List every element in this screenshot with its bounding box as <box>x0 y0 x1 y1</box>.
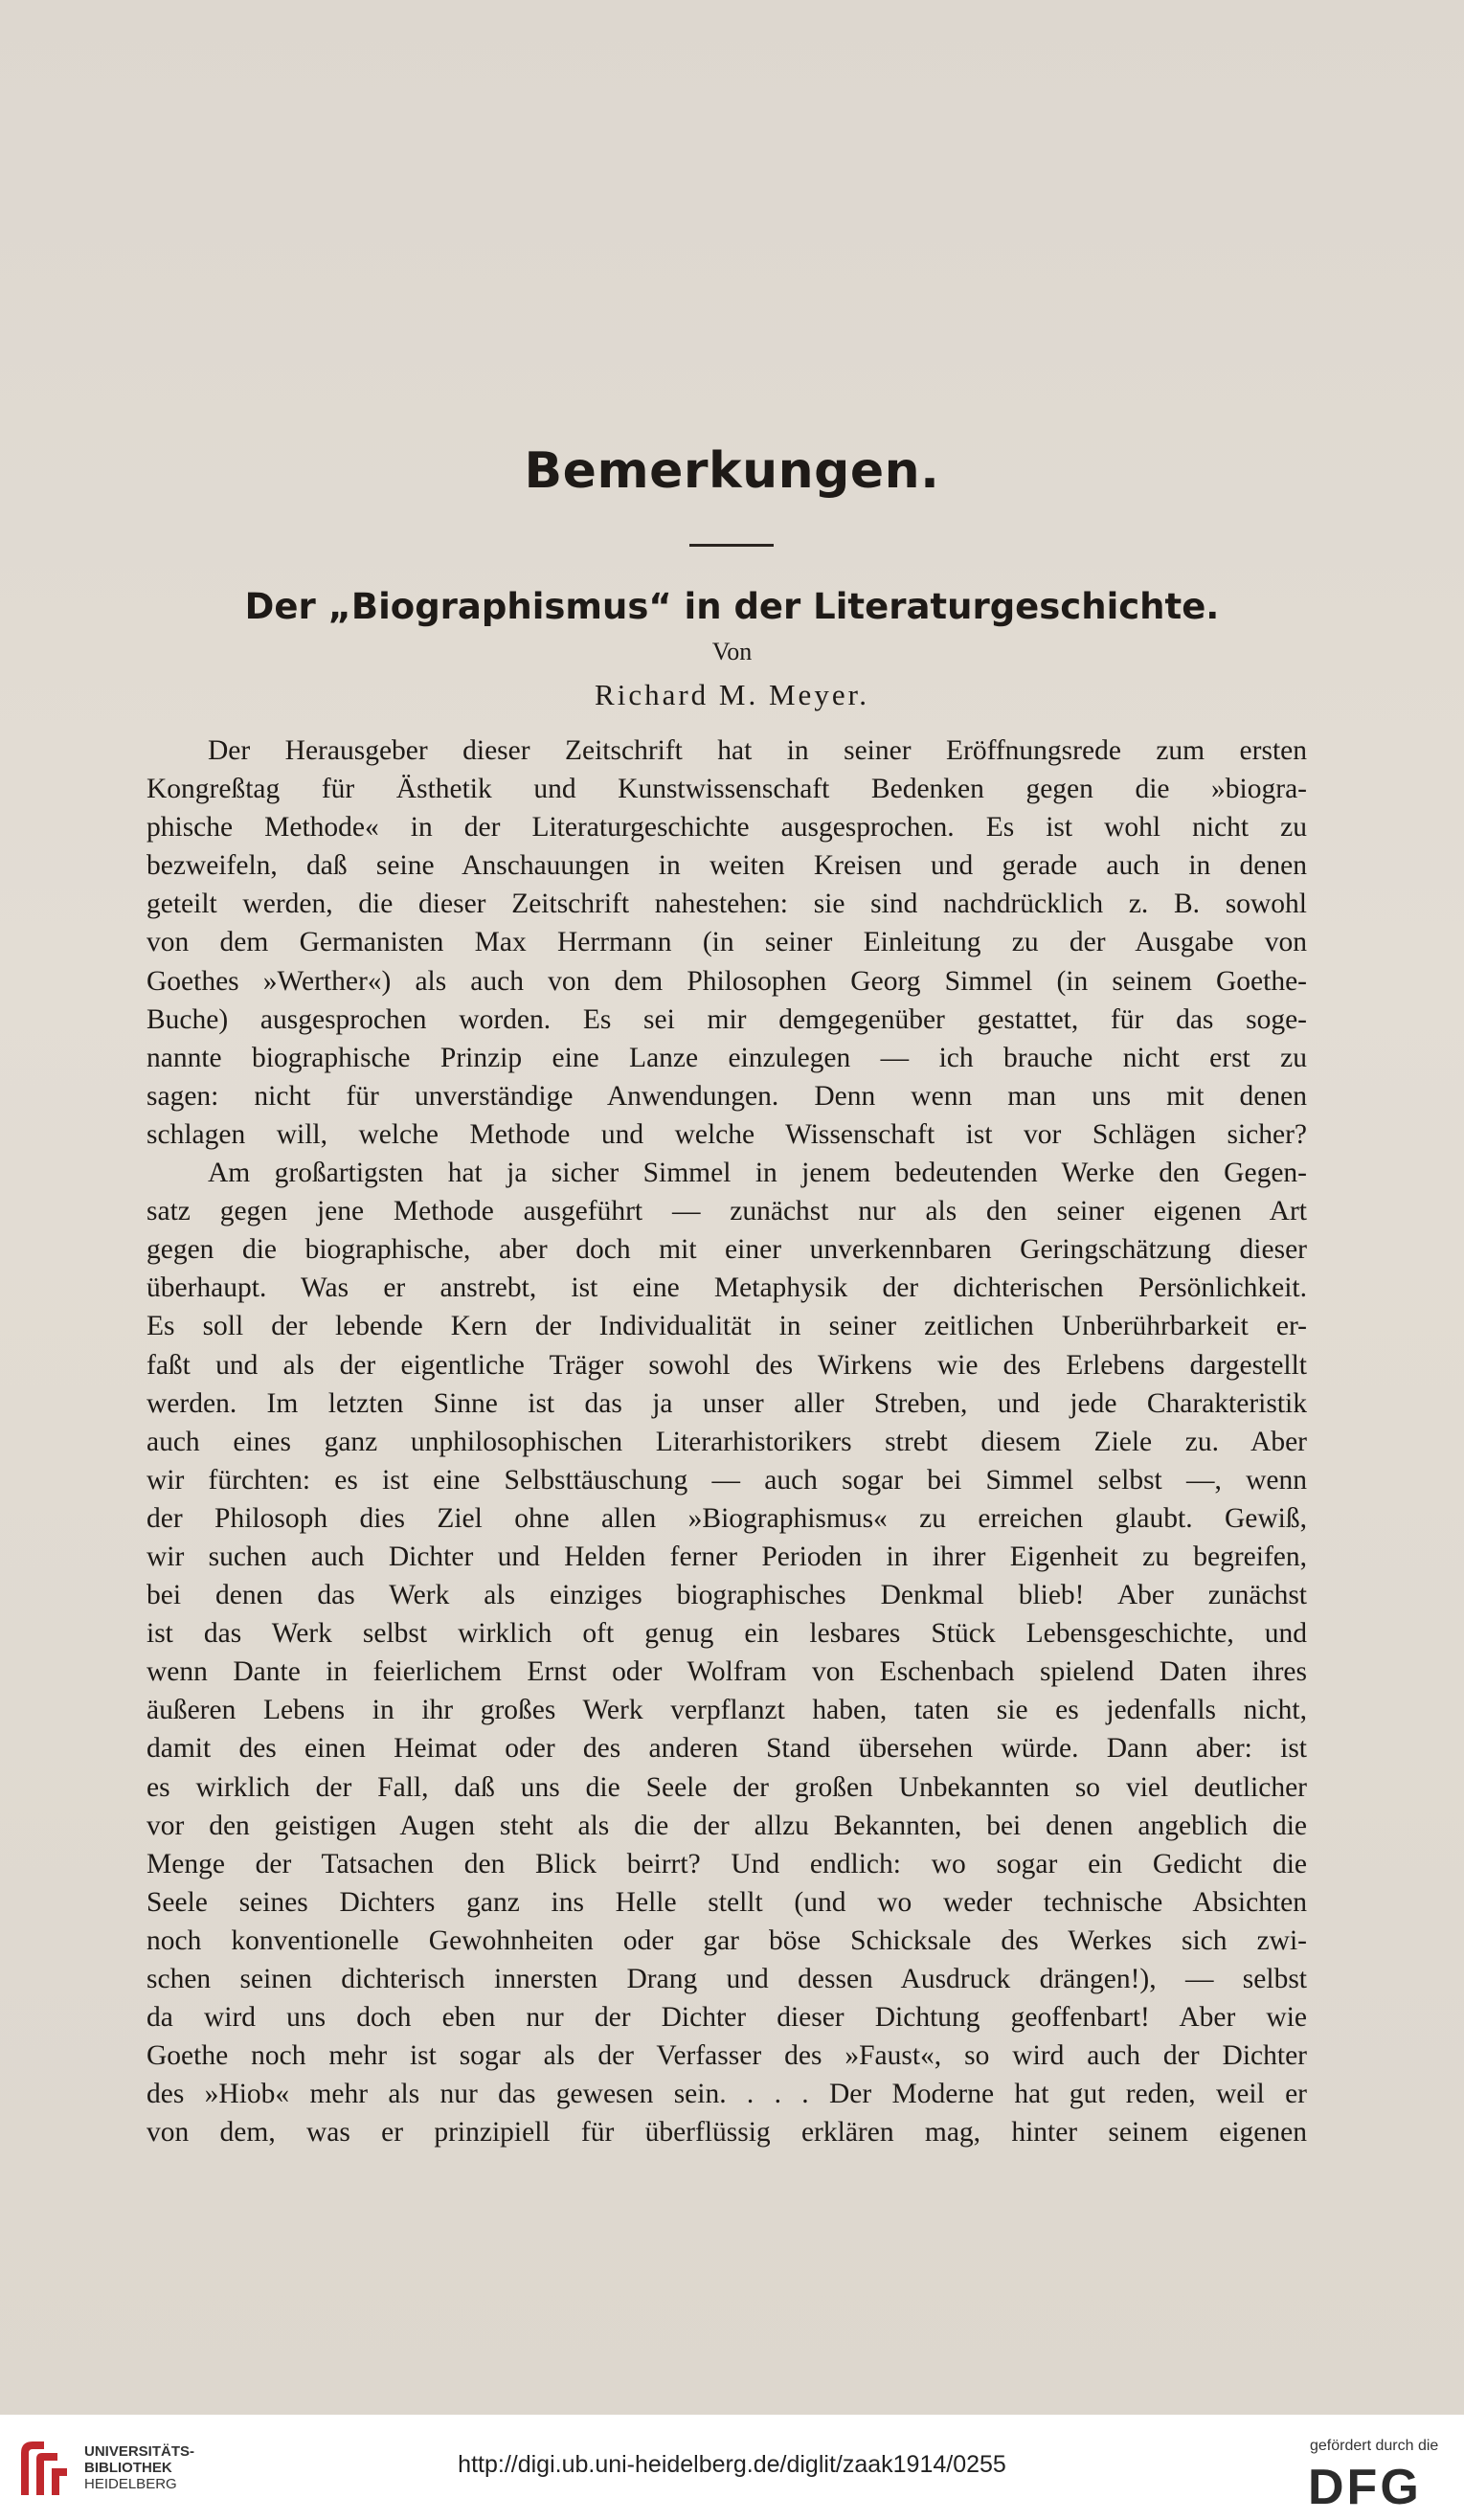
dfg-logo: DFG <box>1308 2460 1422 2515</box>
body-text-line: Es soll der lebende Kern der Individualität in seiner zeitlichen Unberührbarkeit er- <box>146 1311 1307 1342</box>
body-text-line: schen seinen dichterisch innersten Drang und dessen Ausdruck drängen!), — selbst <box>146 1964 1307 1994</box>
author-name: Richard M. Meyer. <box>595 678 869 711</box>
article-title: Der „Biographismus“ in der Literaturgeschichte. <box>244 586 1220 627</box>
body-text-line: überhaupt. Was er anstrebt, ist eine Metaphysik der dichterischen Persönlichkeit. <box>146 1272 1307 1304</box>
byline-von: Von <box>711 638 753 665</box>
body-text-line: gegen die biographische, aber doch mit einer unverkennbaren Geringschätzung dieser <box>146 1234 1307 1266</box>
body-text-line: des »Hiob« mehr als nur das gewesen sein. . . . Der Moderne hat gut reden, weil er <box>146 2079 1307 2110</box>
page-title: Bemerkungen. <box>524 442 940 500</box>
footer-bar <box>0 2415 1464 2520</box>
permalink-url[interactable]: http://digi.ub.uni-heidelberg.de/diglit/zaak1914/0255 <box>458 2451 1006 2478</box>
library-name-line-2: BIBLIOTHEK <box>84 2460 172 2476</box>
body-text-line: noch konventionelle Gewohnheiten oder gar böse Schicksale des Werkes sich zwi- <box>146 1924 1307 1956</box>
body-text-line: Kongreßtag für Ästhetik und Kunstwissenschaft Bedenken gegen die »biogra- <box>146 774 1307 805</box>
library-name-line-3: HEIDELBERG <box>84 2476 177 2492</box>
body-text-line: ist das Werk selbst wirklich oft genug ein lesbares Stück Lebensgeschichte, und <box>146 1618 1307 1650</box>
body-text-line: wir fürchten: es ist eine Selbsttäuschung — auch sogar bei Simmel selbst —, wenn <box>146 1464 1307 1496</box>
article-body <box>146 731 1307 2151</box>
body-text-line: Menge der Tatsachen den Blick beirrt? Und endlich: wo sogar ein Gedicht die <box>146 1848 1307 1879</box>
body-text-line: schlagen will, welche Methode und welche Wissenschaft ist vor Schlägen sicher? <box>146 1118 1307 1150</box>
body-text-line: satz gegen jene Methode ausgeführt — zunächst nur als den seiner eigenen Art <box>146 1196 1307 1227</box>
body-text-line: wir suchen auch Dichter und Helden ferner Perioden in ihrer Eigenheit zu begreifen, <box>146 1541 1307 1572</box>
body-text-line: bezweifeln, daß seine Anschauungen in weiten Kreisen und gerade auch in denen <box>146 850 1307 882</box>
body-text-line: faßt und als der eigentliche Träger sowohl des Wirkens wie des Erlebens dargestellt <box>146 1349 1307 1381</box>
body-text-line: sagen: nicht für unverständige Anwendungen. Denn wenn man uns mit denen <box>146 1080 1307 1112</box>
body-text-line: damit des einen Heimat oder des anderen Stand übersehen würde. Dann aber: ist <box>146 1733 1307 1765</box>
body-text-line: Goethes »Werther«) als auch von dem Philosophen Georg Simmel (in seinem Goethe- <box>146 965 1307 997</box>
body-text-line: auch eines ganz unphilosophischen Literarhistorikers strebt diesem Ziele zu. Aber <box>146 1426 1307 1457</box>
body-text-line: Der Herausgeber dieser Zeitschrift hat in seiner Eröffnungsrede zum ersten <box>208 735 1307 766</box>
body-text-line: Buche) ausgesprochen worden. Es sei mir demgegenüber gestattet, für das soge- <box>146 1003 1307 1035</box>
body-text-line: Goethe noch mehr ist sogar als der Verfasser des »Faust«, so wird auch der Dichter <box>146 2040 1307 2072</box>
body-text-line: von dem Germanisten Max Herrmann (in seiner Einleitung zu der Ausgabe von <box>146 927 1307 958</box>
body-text-line: wenn Dante in feierlichem Ernst oder Wolfram von Eschenbach spielend Daten ihres <box>146 1656 1307 1688</box>
body-text-line: phische Methode« in der Literaturgeschichte ausgesprochen. Es ist wohl nicht zu <box>146 812 1307 844</box>
body-text-line: bei denen das Werk als einziges biographisches Denkmal blieb! Aber zunächst <box>146 1580 1307 1611</box>
library-name-line-1: UNIVERSITÄTS- <box>84 2443 195 2460</box>
funded-by-label: gefördert durch die <box>1310 2438 1439 2454</box>
body-text-line: da wird uns doch eben nur der Dichter dieser Dichtung geoffenbart! Aber wie <box>146 2002 1307 2034</box>
body-text-line: äußeren Lebens in ihr großes Werk verpflanzt haben, taten sie es jedenfalls nicht, <box>146 1695 1307 1726</box>
body-text-line: Seele seines Dichters ganz ins Helle stellt (und wo weder technische Absichten <box>146 1886 1307 1918</box>
body-text-line: Am großartigsten hat ja sicher Simmel in jenem bedeutenden Werke den Gegen- <box>208 1158 1307 1189</box>
body-text-line: von dem, was er prinzipiell für überflüssig erklären mag, hinter seinem eigenen <box>146 2117 1307 2149</box>
body-text-line: es wirklich der Fall, daß uns die Seele der großen Unbekannten so viel deutlicher <box>146 1771 1307 1803</box>
body-text-line: der Philosoph dies Ziel ohne allen »Biographismus« zu erreichen glaubt. Gewiß, <box>146 1502 1307 1534</box>
title-divider <box>689 544 774 547</box>
body-text-line: vor den geistigen Augen steht als die der allzu Bekannten, bei denen angeblich die <box>146 1810 1307 1841</box>
body-text-line: werden. Im letzten Sinne ist das ja unser aller Streben, und jede Charakteristik <box>146 1387 1307 1419</box>
body-text-line: nannte biographische Prinzip eine Lanze einzulegen — ich brauche nicht erst zu <box>146 1042 1307 1073</box>
body-text-line: geteilt werden, die dieser Zeitschrift nahestehen: sie sind nachdrücklich z. B. sowohl <box>146 889 1307 920</box>
